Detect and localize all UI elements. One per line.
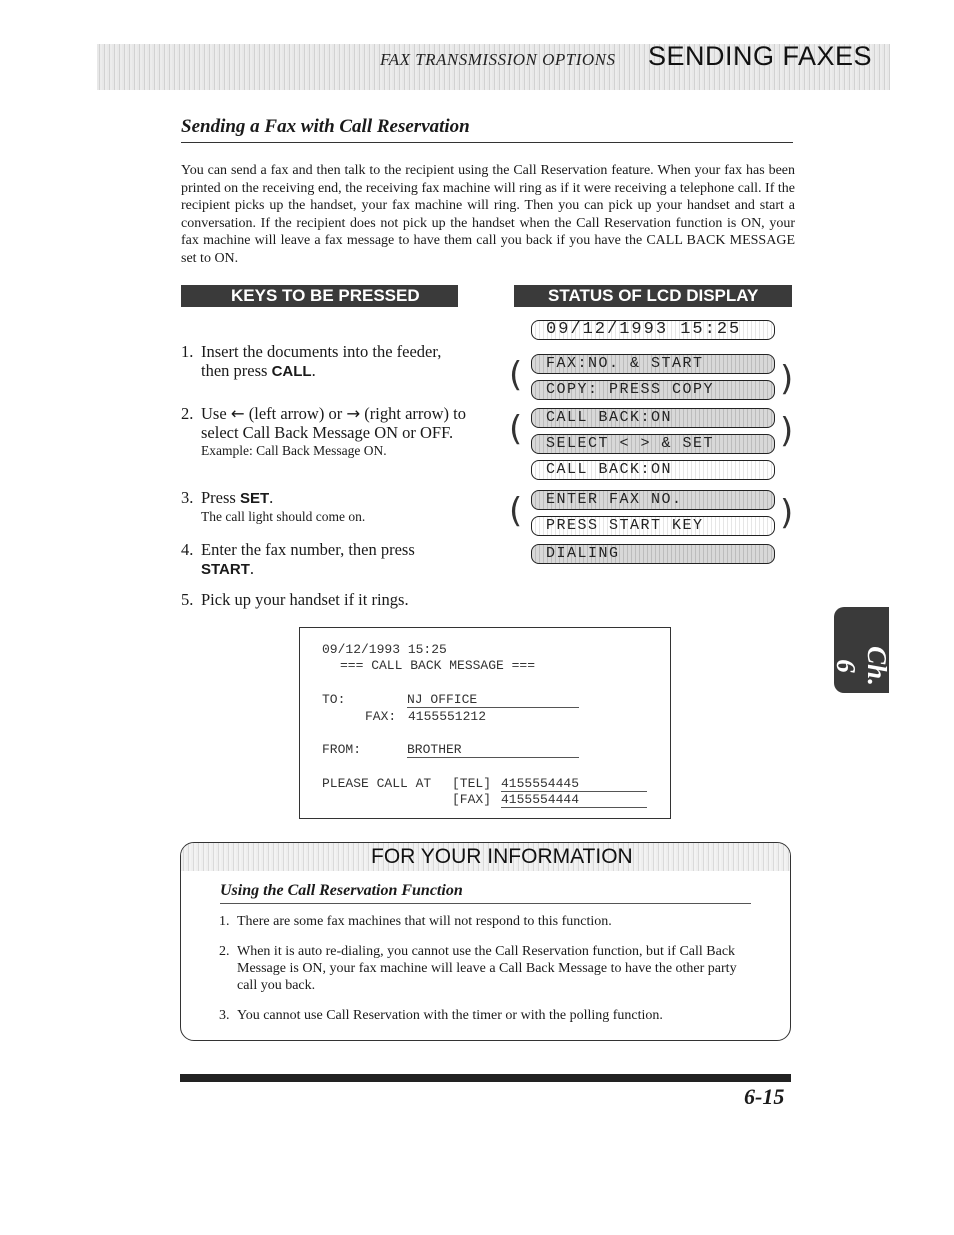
step-4 [181, 540, 471, 579]
step-text: Pick up your handset if it rings. [201, 590, 409, 609]
header-chapter-title: SENDING FAXES [648, 41, 873, 71]
section-title: Sending a Fax with Call Reservation [181, 116, 470, 137]
step-text: (right arrow) to select Call Back Message ON or OFF. [201, 404, 466, 442]
intro-paragraph: You can send a fax and then talk to the recipient using the Call Reservation feature. When your fax has been printed on the receiving end, the receiving fax machine will ring as if it were receiving a telephone call. If the recipient picks up the handset, your fax machine will ring. Then you can pick up your handset and start a conversation. If the recipient does not pick up the handset when the Call Reservation function is ON, your fax machine will leave a fax message to have them call you back if you have the CALL BACK MESSAGE set to ON. [181, 163, 795, 266]
info-item-number: 2. [219, 944, 230, 959]
info-item [219, 943, 759, 994]
step-number: 3. [181, 488, 194, 507]
step-note: Example: Call Back Message ON. [201, 443, 387, 458]
right-arrow-icon: → [346, 404, 361, 423]
sample-from-value: BROTHER [407, 742, 579, 758]
info-item-number: 3. [219, 1008, 230, 1023]
cycle-bracket-right-icon: ) [780, 359, 794, 399]
info-rule [220, 903, 751, 904]
info-item-text: There are some fax machines that will not respond to this function. [237, 914, 612, 929]
step-number: 2. [181, 404, 194, 423]
step-suffix: . [269, 488, 274, 507]
key-start: START [201, 561, 250, 578]
sample-heading: === CALL BACK MESSAGE === [340, 658, 536, 673]
header-section-label: FAX TRANSMISSION OPTIONS [380, 50, 616, 69]
cycle-bracket-right-icon: ) [780, 493, 794, 533]
page-number: 6-15 [744, 1084, 785, 1109]
key-set: SET [239, 490, 270, 507]
sample-to-label: TO: [322, 692, 346, 707]
sample-tel-label: [TEL] [452, 776, 492, 791]
title-rule [181, 142, 793, 143]
step-suffix: . [311, 361, 316, 380]
sample-fax-label: FAX: [365, 709, 397, 724]
cycle-bracket-left-icon: ( [509, 491, 523, 531]
lcd-display: DIALING [531, 544, 775, 564]
lcd-display: FAX:NO. & START [531, 354, 775, 374]
step-text: (left arrow) or [248, 404, 343, 423]
sample-fax2-label: [FAX] [452, 792, 492, 807]
sample-tel-value: 4155554445 [501, 776, 647, 792]
step-5 [181, 590, 471, 609]
lcd-display: COPY: PRESS COPY [531, 380, 775, 400]
footer-rule [180, 1074, 791, 1082]
cycle-bracket-left-icon: ( [509, 409, 523, 449]
info-subtitle: Using the Call Reservation Function [220, 882, 463, 899]
info-title: FOR YOUR INFORMATION [371, 845, 633, 868]
sample-tel-value-wrap [501, 776, 647, 792]
step-note: The call light should come on. [201, 509, 366, 524]
sample-fax-value: 4155551212 [408, 709, 487, 724]
sample-datetime: 09/12/1993 15:25 [322, 642, 447, 657]
key-call: CALL [271, 363, 312, 380]
info-item [219, 913, 759, 930]
step-suffix: . [249, 559, 255, 578]
sample-please-call: PLEASE CALL AT [322, 776, 432, 791]
cycle-bracket-left-icon: ( [509, 355, 523, 395]
step-2 [181, 404, 471, 459]
keys-header: KEYS TO BE PRESSED [181, 285, 458, 307]
sample-from-value-wrap [407, 742, 579, 758]
info-item [219, 1007, 759, 1024]
sample-fax2-value: 4155554444 [501, 792, 647, 808]
left-arrow-icon: ← [230, 404, 245, 423]
lcd-display: PRESS START KEY [531, 516, 775, 536]
step-text: Use [201, 404, 227, 423]
info-item-text: When it is auto re-dialing, you cannot use the Call Reservation function, but if Call Back Message is ON, your fax machine will leave a Call Back Message to have the other party call you back. [237, 944, 737, 993]
chapter-tab-label: Ch. 6 [831, 646, 892, 686]
sample-to-value-wrap [407, 692, 579, 708]
cycle-bracket-right-icon: ) [780, 411, 794, 451]
step-number: 4. [181, 540, 194, 559]
lcd-display: CALL BACK:ON [531, 460, 775, 480]
lcd-display: SELECT < > & SET [531, 434, 775, 454]
step-number: 5. [181, 590, 194, 609]
sample-fax2-value-wrap [501, 792, 647, 808]
sample-from-label: FROM: [322, 742, 362, 757]
step-1 [181, 342, 471, 381]
sample-to-value: NJ OFFICE [407, 692, 579, 708]
call-back-message-sample [299, 627, 671, 819]
info-item-text: You cannot use Call Reservation with the timer or with the polling function. [237, 1008, 663, 1023]
info-item-number: 1. [219, 914, 230, 929]
step-text: Enter the fax number, then press [201, 540, 415, 559]
lcd-display: ENTER FAX NO. [531, 490, 775, 510]
step-text: Press [201, 488, 236, 507]
step-text: Insert the documents into the feeder, then press [201, 342, 442, 380]
lcd-display: CALL BACK:ON [531, 408, 775, 428]
lcd-display: 09/12/1993 15:25 [531, 320, 775, 340]
status-header: STATUS OF LCD DISPLAY [514, 285, 792, 307]
step-3 [181, 488, 471, 525]
step-number: 1. [181, 342, 194, 361]
